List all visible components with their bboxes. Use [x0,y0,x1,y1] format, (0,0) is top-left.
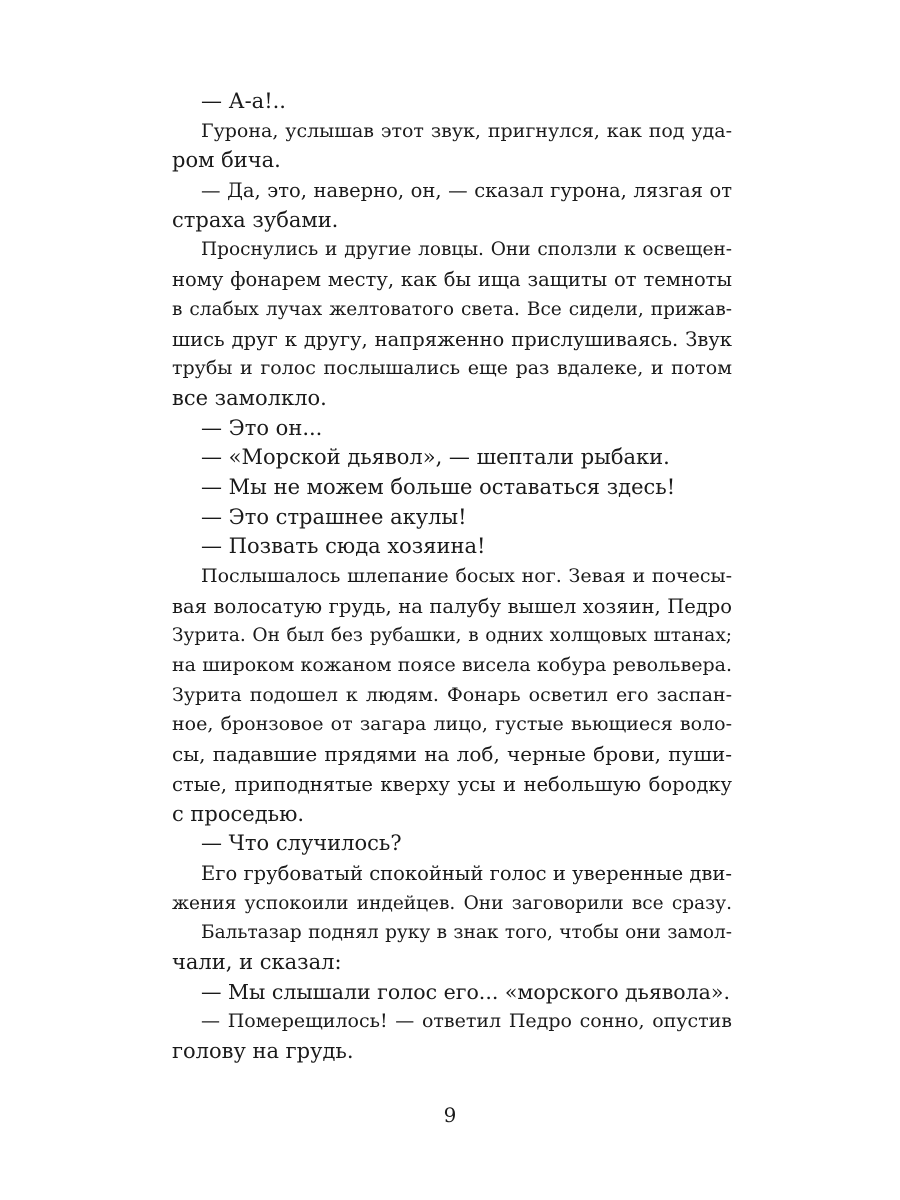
paragraph-line: шись друг к другу, напряженно прислушиваясь. Звук [172,327,732,351]
paragraph-line: сы, падавшие прядями на лоб, черные брови, пуши- [172,742,732,767]
paragraph-line-first: — «Морской дьявол», — шептали рыбаки. [201,445,670,470]
paragraph-line: ное, бронзовое от загара лицо, густые вьющиеся воло- [172,713,732,736]
paragraph-line: Зурита. Он был без рубашки, в одних холщовых штанах; [172,625,732,647]
paragraph-line-first: Гурона, услышав этот звук, пригнулся, как под уда- [201,119,732,142]
paragraph-line: вая волосатую грудь, на палубу вышел хозяин, Педро [172,594,732,618]
paragraph-line-first: — Мы слышали голос его... «морского дьявола». [201,979,730,1004]
paragraph-line-first: — Это он... [201,415,323,440]
paragraph-line: ром бича. [172,148,281,173]
page-number: 9 [443,1103,457,1127]
paragraph-line-first: — Мы не можем больше оставаться здесь! [201,474,676,499]
paragraph-line-first: — Померещилось! — ответил Педро сонно, опустив [201,1010,732,1033]
paragraph-line: на широком кожаном поясе висела кобура револьвера. [172,654,732,677]
paragraph-line-first: — Да, это, наверно, он, — сказал гурона, лязгая от [201,179,732,203]
body-text [172,87,732,1067]
paragraph-line: Зурита подошел к людям. Фонарь осветил его заспан- [172,683,732,706]
paragraph-line-first: — А-а!.. [201,89,286,113]
paragraph-line: ному фонарем месту, как бы ища защиты от темноты [172,268,732,292]
paragraph-line: страха зубами. [172,207,339,232]
paragraph-line: голову на грудь. [172,1039,354,1063]
paragraph-line: с проседью. [172,801,305,826]
paragraph-line-first: Бальтазар поднял руку в знак того, чтобы они замол- [201,922,732,944]
paragraph-line-first: Проснулись и другие ловцы. Они сползли к освещен- [201,239,732,261]
paragraph-line-first: Послышалось шлепание босых ног. Зевая и почесы- [201,565,732,587]
paragraph-line: стые, приподнятые кверху усы и небольшую бородку [172,772,732,796]
paragraph-line: чали, и сказал: [172,949,342,974]
paragraph-line-first: — Это страшнее акулы! [201,504,467,529]
paragraph-line-first: — Что случилось? [201,831,402,856]
paragraph-line-first: Его грубоватый спокойный голос и уверенные дви- [201,861,732,885]
paragraph-line: жения успокоили индейцев. Они заговорили все сразу. [172,892,732,914]
paragraph-line: все замолкло. [172,385,327,410]
paragraph-line: в слабых лучах желтоватого света. Все сидели, прижав- [172,298,732,320]
paragraph-line: трубы и голос послышались еще раз вдалеке, и потом [172,357,732,380]
paragraph-line-first: — Позвать сюда хозяина! [201,534,486,559]
